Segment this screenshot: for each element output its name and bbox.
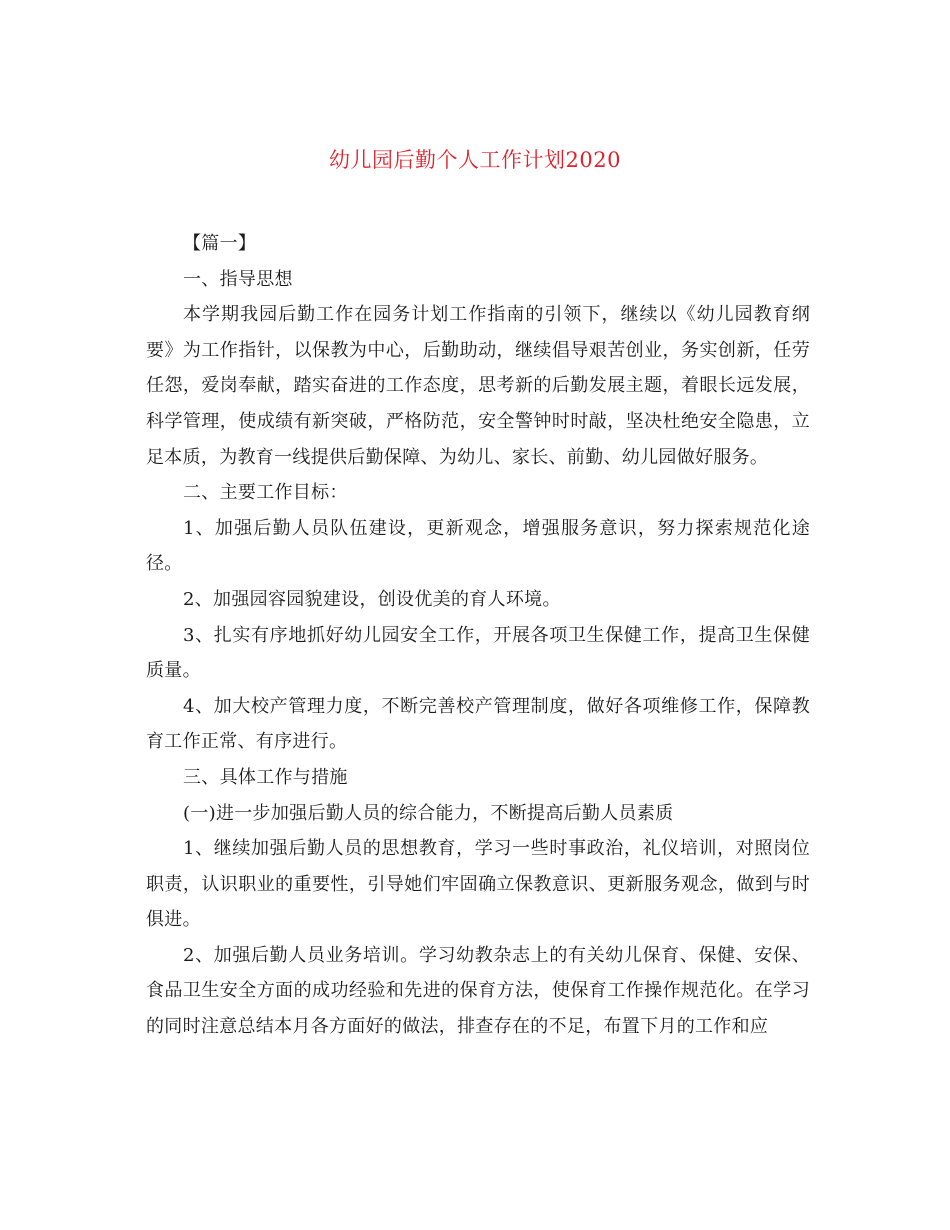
measure-item-2: 2、加强后勤人员业务培训。学习幼教杂志上的有关幼儿保育、保健、安保、食品卫生安全方面的成功经验和先进的保育方法，使保育工作操作规范化。在学习的同时注意总结本月各方面好的做法，排查存在的不足，布置下月的工作和应 (146, 944, 810, 1038)
subheading-measures-1: (一)进一步加强后勤人员的综合能力，不断提高后勤人员素质 (183, 802, 674, 824)
paragraph-guiding-thought: 本学期我园后勤工作在园务计划工作指南的引领下，继续以《幼儿园教育纲要》为工作指针，以保教为中心，后勤助动，继续倡导艰苦创业，务实创新，任劳任怨，爱岗奉献，踏实奋进的工作态度，思考新的后勤发展主题，着眼长远发展，科学管理，使成绩有新突破，严格防范，安全警钟时时敲，坚决杜绝安全隐患，立足本质，为教育一线提供后勤保障、为幼儿、家长、前勤、幼儿园做好服务。 (146, 304, 810, 468)
goal-item-2: 2、加强园容园貌建设，创设优美的育人环境。 (183, 588, 561, 610)
heading-guiding-thought: 一、指导思想 (183, 268, 293, 290)
goal-item-1: 1、加强后勤人员队伍建设，更新观念，增强服务意识，努力探索规范化途径。 (146, 517, 810, 575)
section-label: 【篇一】 (183, 233, 257, 254)
document-title: 幼儿园后勤个人工作计划2020 (329, 148, 621, 172)
document-body (146, 226, 810, 1045)
heading-main-goals: 二、主要工作目标： (183, 482, 348, 504)
goal-item-3: 3、扎实有序地抓好幼儿园安全工作，开展各项卫生保健工作，提高卫生保健质量。 (146, 624, 810, 682)
heading-measures: 三、具体工作与措施 (183, 766, 348, 788)
goal-item-4: 4、加大校产管理力度，不断完善校产管理制度，做好各项维修工作，保障教育工作正常、有序进行。 (146, 695, 810, 753)
measure-item-1: 1、继续加强后勤人员的思想教育，学习一些时事政治，礼仪培训，对照岗位职责，认识职业的重要性，引导她们牢固确立保教意识、更新服务观念，做到与时俱进。 (146, 838, 810, 931)
